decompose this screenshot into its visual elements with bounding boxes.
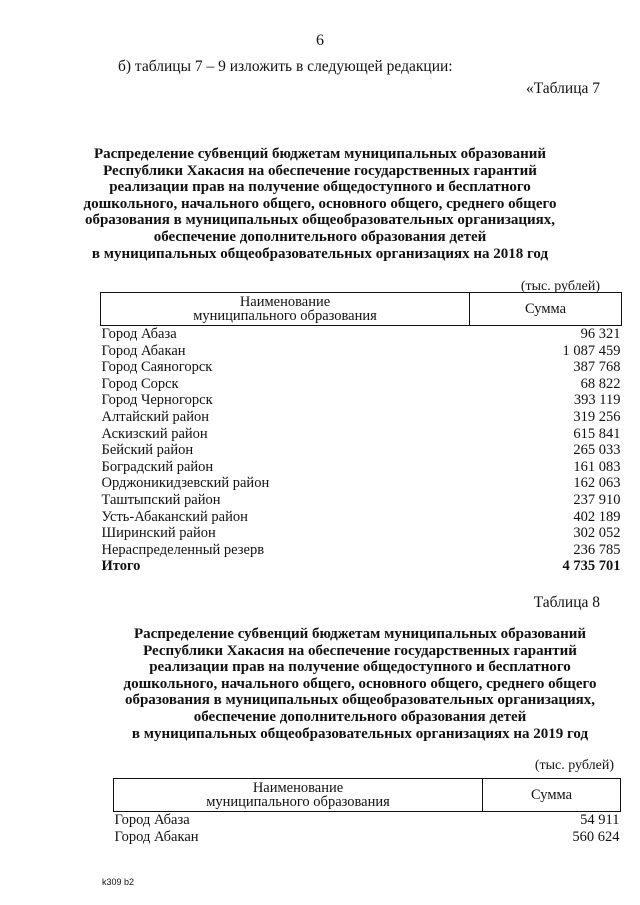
row-name: Аскизский район — [101, 425, 208, 442]
row-value: 393 119 — [573, 392, 621, 409]
table-header-row — [114, 779, 621, 812]
total-label: Итого — [101, 558, 141, 575]
header-name-line: муниципального образования — [193, 308, 377, 324]
intro-text: б) таблицы 7 – 9 изложить в следующей редакции: — [118, 58, 453, 75]
table-row — [101, 376, 622, 393]
header-name — [101, 293, 470, 326]
table8-body — [114, 812, 621, 846]
row-name: Боградский район — [101, 458, 214, 475]
row-value: 236 785 — [573, 541, 621, 558]
row-value: 162 063 — [573, 475, 621, 492]
table-row — [101, 343, 622, 360]
row-name: Город Абакан — [114, 828, 199, 845]
row-value: 560 624 — [572, 828, 620, 845]
table-row — [114, 829, 621, 846]
row-name: Алтайский район — [101, 408, 209, 425]
table-row — [114, 812, 621, 829]
row-name: Город Абакан — [101, 342, 186, 359]
caption-line: обеспечение дополнительного образования детей — [193, 708, 527, 725]
row-name: Город Абаза — [101, 326, 177, 342]
table-row — [101, 359, 622, 376]
table-row — [101, 459, 622, 476]
caption-line: реализации прав на получение общедоступного и бесплатного — [149, 659, 571, 676]
row-name: Таштыпский район — [101, 491, 221, 508]
row-name: Бейский район — [101, 442, 194, 459]
row-name: Ширинский район — [101, 525, 216, 542]
header-name-line: Наименование — [252, 780, 344, 796]
table-row — [101, 426, 622, 443]
caption-line: Распределение субвенций бюджетам муниципальных образований — [133, 626, 587, 642]
header-name-line: муниципального образования — [206, 794, 390, 810]
table-row — [101, 509, 622, 526]
table7-caption — [60, 146, 580, 262]
row-name: Город Абаза — [114, 812, 190, 828]
total-value: 4 735 701 — [562, 558, 621, 575]
row-name: Нераспределенный резерв — [101, 541, 265, 558]
table8 — [113, 778, 621, 845]
row-name: Орджоникидзевский район — [101, 475, 270, 492]
table-row — [101, 542, 622, 559]
table8-caption — [100, 626, 620, 742]
caption-line: Распределение субвенций бюджетам муниципальных образований — [93, 146, 547, 162]
header-sum: Сумма — [470, 293, 622, 326]
row-name: Город Сорск — [101, 375, 179, 392]
table-header-row — [101, 293, 622, 326]
row-value: 96 321 — [580, 326, 621, 342]
row-value: 319 256 — [573, 408, 621, 425]
table-row — [101, 442, 622, 459]
table-row — [101, 409, 622, 426]
row-value: 402 189 — [573, 508, 621, 525]
caption-line: Республики Хакасия на обеспечение государственных гарантий — [103, 162, 537, 179]
table8-units: (тыс. рублей) — [534, 758, 614, 773]
row-value: 68 822 — [580, 375, 621, 392]
header-name-line: Наименование — [239, 294, 331, 310]
row-value: 615 841 — [573, 425, 621, 442]
row-value: 302 052 — [573, 525, 621, 542]
caption-line: образования в муниципальных общеобразовательных организациях, — [84, 212, 556, 229]
table-row — [101, 475, 622, 492]
row-value: 54 911 — [580, 812, 620, 828]
row-name: Город Черногорск — [101, 392, 213, 409]
row-value: 161 083 — [573, 458, 621, 475]
caption-line: реализации прав на получение общедоступного и бесплатного — [109, 179, 531, 196]
table7-label: «Таблица 7 — [525, 80, 600, 97]
caption-line: обеспечение дополнительного образования детей — [153, 228, 487, 245]
table8-label: Таблица 8 — [533, 594, 600, 611]
table-row — [101, 525, 622, 542]
table7 — [100, 292, 622, 575]
caption-line: Республики Хакасия на обеспечение государственных гарантий — [143, 642, 577, 659]
table-row — [101, 392, 622, 409]
row-value: 387 768 — [573, 359, 621, 376]
caption-line: в муниципальных общеобразовательных организациях на 2018 год — [91, 245, 549, 262]
table7-body — [101, 326, 622, 575]
header-name — [114, 779, 483, 812]
table-row — [101, 326, 622, 343]
total-row — [101, 558, 622, 575]
header-sum: Сумма — [483, 779, 621, 812]
row-name: Город Саяногорск — [101, 359, 213, 376]
row-value: 265 033 — [573, 442, 621, 459]
row-name: Усть-Абаканский район — [101, 508, 248, 525]
row-value: 237 910 — [573, 491, 621, 508]
table-row — [101, 492, 622, 509]
caption-line: в муниципальных общеобразовательных организациях на 2019 год — [131, 725, 589, 742]
caption-line: дошкольного, начального общего, основного общего, среднего общего — [123, 675, 597, 692]
caption-line: дошкольного, начального общего, основного общего, среднего общего — [83, 195, 557, 212]
footer-code: k309 b2 — [102, 877, 135, 887]
row-value: 1 087 459 — [562, 342, 621, 359]
caption-line: образования в муниципальных общеобразовательных организациях, — [124, 692, 596, 709]
page-number: 6 — [316, 32, 324, 49]
table7-units: (тыс. рублей) — [520, 279, 600, 294]
